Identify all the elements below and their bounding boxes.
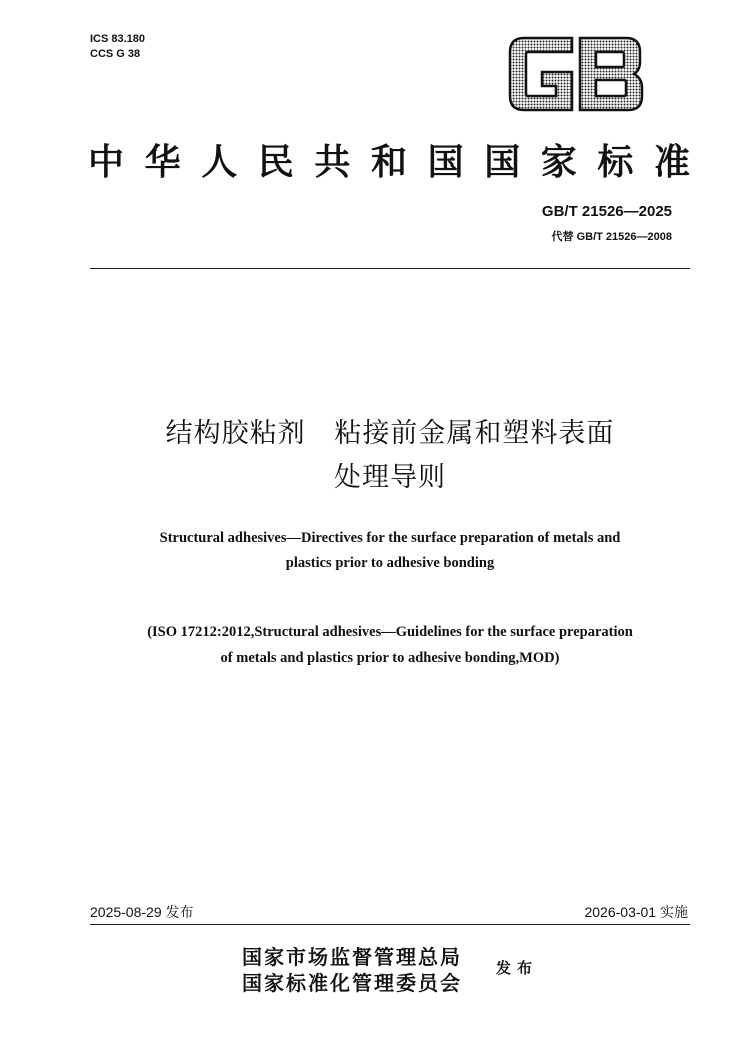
- issuer-samr: 国家市场监督管理总局: [242, 945, 462, 969]
- gb-logo-icon: [506, 34, 646, 114]
- english-title: [80, 526, 700, 576]
- ccs-code: CCS G 38: [90, 48, 141, 60]
- iso-reference-line-2: of metals and plastics prior to adhesive bonding,MOD): [220, 650, 560, 666]
- gb-logo-svg: [506, 34, 646, 114]
- classification-codes: [90, 32, 145, 62]
- replaces-standard: 代替 GB/T 21526—2008: [551, 231, 672, 243]
- top-divider: [90, 268, 690, 269]
- issuing-authorities: [242, 944, 462, 996]
- ics-code: ICS 83.180: [90, 33, 146, 45]
- iso-reference-line-1: (ISO 17212:2012,Structural adhesives—Guidelines for the surface preparation: [147, 624, 633, 640]
- chinese-title-line-1: 结构胶粘剂 粘接前金属和塑料表面: [165, 418, 615, 449]
- issuer-sac: 国家标准化管理委员会: [242, 971, 462, 995]
- iso-reference: [70, 619, 710, 671]
- standard-number: GB/T 21526—2025: [541, 203, 672, 220]
- issue-label: 发布: [496, 959, 539, 977]
- chinese-title: [60, 412, 720, 500]
- implement-date: 2026-03-01 实施: [584, 904, 688, 920]
- english-title-line-1: Structural adhesives—Directives for the surface preparation of metals and: [159, 530, 621, 546]
- chinese-title-line-2: 处理导则: [334, 462, 446, 493]
- publish-date: 2025-08-29 发布: [90, 904, 194, 920]
- national-standard-title: 中华人民共和国国家标准: [88, 141, 692, 183]
- english-title-line-2: plastics prior to adhesive bonding: [285, 555, 495, 571]
- bottom-divider: [90, 924, 690, 925]
